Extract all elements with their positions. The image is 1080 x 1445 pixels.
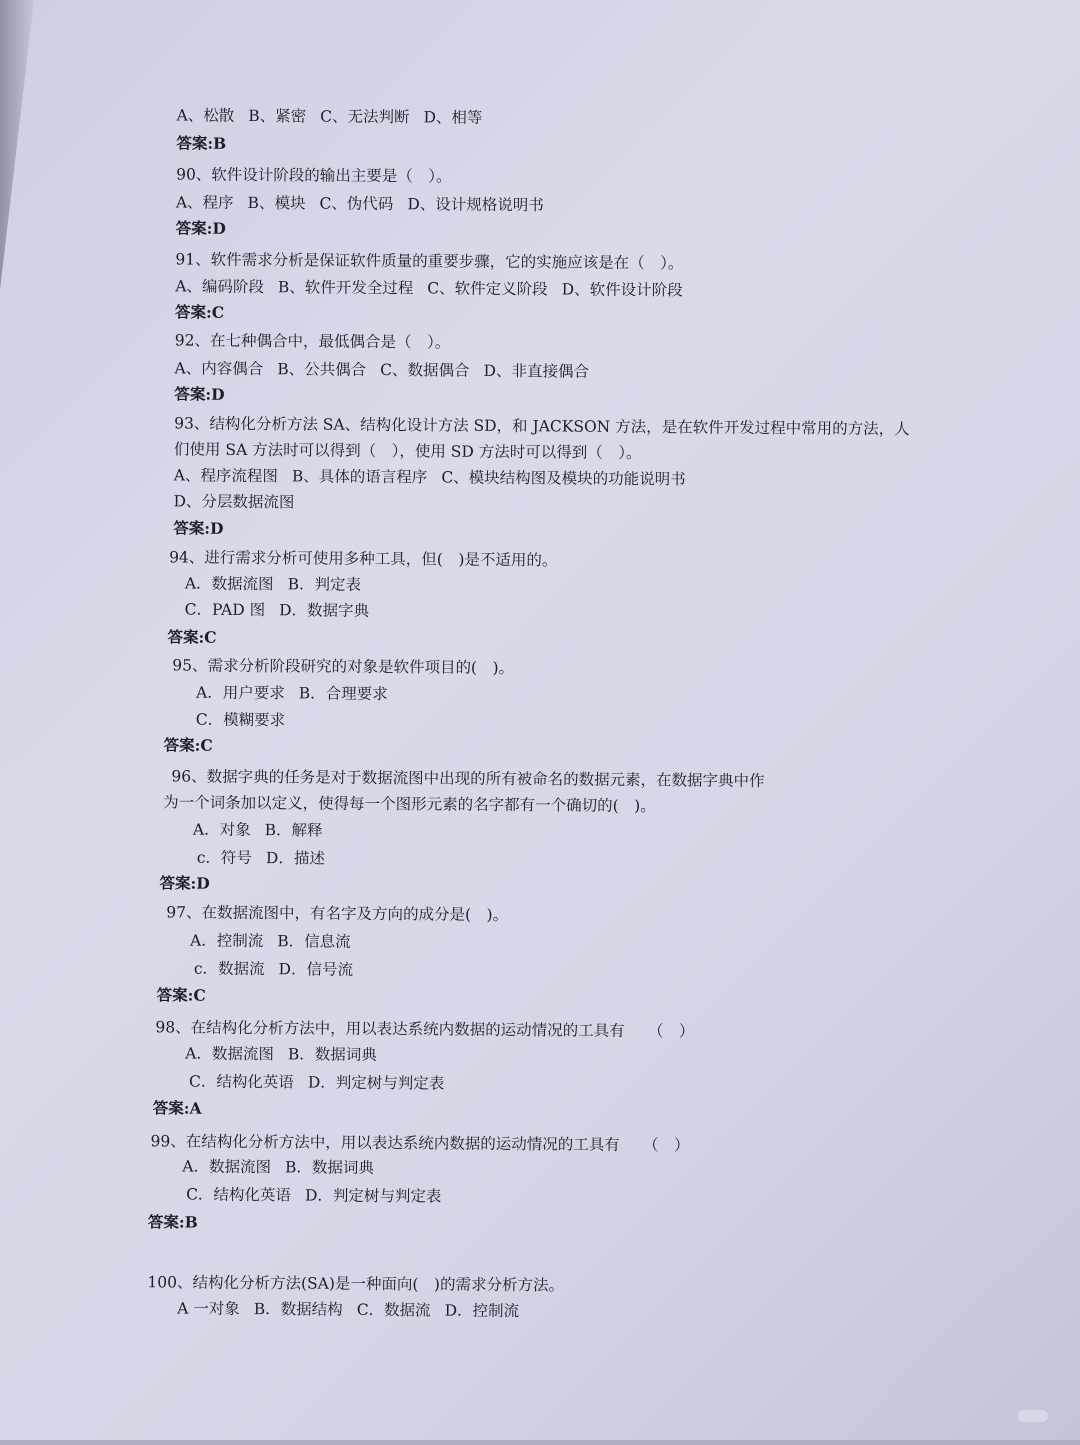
option-item: A、程序 [175,193,234,212]
answer-line: 答案:D [175,218,226,238]
option-item: A．用户要求 [195,683,285,703]
option-line [185,1044,391,1066]
option-line [186,1185,455,1207]
option-item: B．数据词典 [287,1045,377,1065]
question-text: 们使用 SA 方法时可以得到（ ），使用 SD 方法时可以得到（ ）。 [173,440,642,463]
question-text: 95、需求分析阶段研究的对象是软件项目的( )。 [172,656,515,678]
question-text: 98、在结构化分析方法中，用以表达系统内数据的运动情况的工具有 （ ） [155,1018,695,1041]
option-line [189,1072,458,1094]
option-item: C、数据偶合 [380,361,470,380]
option-line [176,192,558,215]
option-line [175,276,697,300]
option-item: B、模块 [247,194,306,213]
option-item: D．判定树与判定表 [307,1073,445,1093]
option-item: B、软件开发全过程 [277,278,414,298]
option-line [197,848,339,869]
option-line [196,683,402,705]
option-item: A．对象 [192,820,251,840]
option-line [175,358,604,381]
option-item: A．数据流图 [185,1044,274,1064]
option-item: D、软件设计阶段 [561,280,683,300]
option-item: D．信号流 [278,960,354,979]
option-item: D．数据字典 [279,601,370,620]
option-item: C、伪代码 [319,194,394,214]
option-item: B．判定表 [287,575,362,594]
option-line [182,1157,388,1179]
option-item: c．数据流 [193,959,265,979]
answer-line: 答案:C [174,302,225,322]
option-item: A．数据流图 [182,1157,272,1177]
option-line [185,574,375,595]
option-item: D．描述 [265,849,325,868]
option-item: C．PAD 图 [184,600,266,620]
option-item: B．解释 [264,821,323,840]
option-item: A、编码阶段 [175,277,265,297]
question-text: 94、进行需求分析可使用多种工具，但( )是不适用的。 [169,548,558,570]
question-text: D、分层数据流图 [173,492,295,512]
option-item: B、公共偶合 [277,360,367,379]
option-item: A、程序流程图 [173,466,279,486]
question-text: 100、结构化分析方法(SA)是一种面向( )的需求分析方法。 [147,1273,565,1295]
option-item: B．合理要求 [298,684,388,704]
option-line [193,820,337,841]
answer-line: 答案:A [152,1098,202,1118]
option-line [194,959,367,980]
answer-line: 答案:D [173,518,224,538]
answer-line: 答案:D [174,384,225,404]
option-item: A．控制流 [190,931,264,951]
answer-line: 答案:B [147,1212,198,1232]
option-line [185,600,384,622]
option-item: c．符号 [196,848,253,868]
option-item: B、紧密 [248,107,307,126]
option-line [190,931,365,952]
watermark [1018,1410,1048,1422]
option-line [177,105,497,128]
option-item: C、模块结构图及模块的功能说明书 [441,468,686,489]
option-item: C．结构化英语 [188,1072,294,1092]
answer-line: 答案:D [159,873,210,893]
option-item: A．数据流图 [184,574,274,594]
answer-line: 答案:C [163,735,213,755]
option-line [196,710,300,731]
option-line [174,465,700,489]
option-item: C．模糊要求 [195,710,286,730]
option-item: D．判定树与判定表 [304,1186,442,1206]
question-text: 91、软件需求分析是保证软件质量的重要步骤，它的实施应该是在（ ）。 [175,250,684,273]
option-item: B、具体的语言程序 [291,467,428,487]
answer-line: 答案:B [176,133,227,153]
option-item: C、无法判断 [320,107,410,127]
option-item: C、软件定义阶段 [427,279,548,299]
option-item: D、非直接偶合 [483,361,590,381]
option-item: A、松散 [176,106,235,125]
option-line [177,1298,533,1321]
option-item: A 一对象 [177,1299,240,1318]
option-item: D、相等 [423,108,483,127]
question-text: 为一个词条加以定义，使得每一个图形元素的名字都有一个确切的( )。 [163,793,656,816]
question-text: 93、结构化分析方法 SA、结构化设计方法 SD，和 JACKSON 方法，是在软件开发过程中常用的方法，人 [174,414,910,439]
option-item: D、设计规格说明书 [407,195,544,215]
option-item: C．结构化英语 [186,1185,292,1205]
question-text: 96、数据字典的任务是对于数据流图中出现的所有被命名的数据元素，在数据字典中作 [171,767,765,791]
answer-line: 答案:C [156,985,206,1005]
option-item: B．数据结构 [253,1300,343,1319]
option-item: B．数据词典 [284,1158,375,1178]
option-item: D．控制流 [444,1301,520,1321]
option-item: B．信息流 [277,932,351,951]
option-item: A、内容偶合 [174,359,264,379]
answer-line: 答案:C [167,627,217,647]
question-text: 90、软件设计阶段的输出主要是（ ）。 [176,165,452,186]
question-text: 92、在七种偶合中，最低偶合是（ ）。 [174,331,451,352]
question-text: 97、在数据流图中，有名字及方向的成分是( )。 [166,903,509,925]
option-item: C．数据流 [356,1300,431,1320]
question-text: 99、在结构化分析方法中，用以表达系统内数据的运动情况的工具有 （ ） [150,1132,690,1155]
